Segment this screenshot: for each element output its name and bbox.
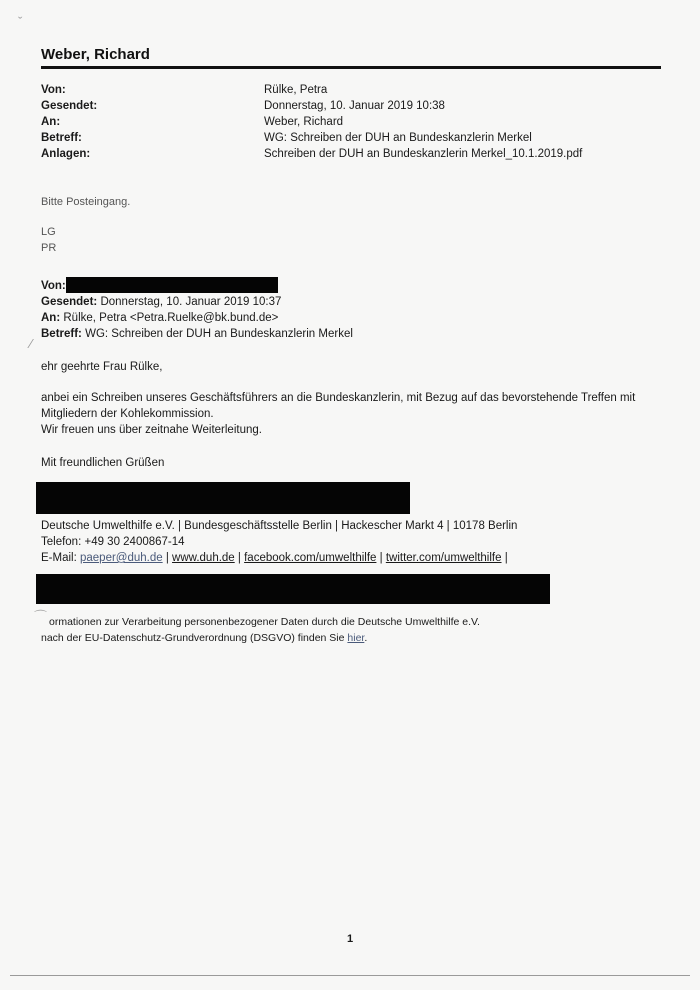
privacy-text: nach der EU-Datenschutz-Grundverordnung (DSGVO) finden Sie — [41, 632, 345, 644]
header-value-betreff: WG: Schreiben der DUH an Bundeskanzlerin Merkel — [264, 132, 532, 144]
forwarded-label-an: An: — [41, 312, 61, 324]
privacy-link[interactable]: hier — [347, 632, 365, 644]
forwarded-gesendet-line — [41, 294, 281, 310]
body-line-1: anbei ein Schreiben unseres Geschäftsführers an die Bundeskanzlerin, mit Bezug auf das bevorstehende Treffen mit — [41, 392, 636, 404]
sign-initials-2: PR — [41, 242, 57, 254]
sign-initials-1: LG — [41, 226, 56, 238]
forwarded-value-an: Rülke, Petra <Petra.Ruelke@bk.bund.de> — [63, 312, 279, 324]
header-label-betreff: Betreff: — [41, 132, 82, 144]
separator: | — [379, 552, 383, 564]
forwarded-label-von: Von: — [41, 280, 66, 292]
redaction-bar — [66, 277, 278, 293]
redaction-bar — [36, 482, 410, 514]
header-value-von: Rülke, Petra — [264, 84, 328, 96]
signature-email-label: E-Mail: — [41, 552, 77, 564]
page-number: 1 — [346, 933, 354, 945]
privacy-period: . — [364, 632, 368, 644]
email-link[interactable]: paeper@duh.de — [79, 552, 163, 564]
forwarded-value-betreff: WG: Schreiben der DUH an Bundeskanzlerin Merkel — [85, 328, 353, 340]
redaction-bar — [36, 574, 550, 604]
signature-contact-line — [41, 550, 508, 566]
header-value-an: Weber, Richard — [264, 116, 344, 128]
header-value-gesendet: Donnerstag, 10. Januar 2019 10:38 — [264, 100, 445, 112]
separator: | — [165, 552, 169, 564]
scan-artifact: ⌒ — [34, 609, 48, 624]
body-line-3: Wir freuen uns über zeitnahe Weiterleitung. — [41, 424, 262, 436]
title-rule — [41, 66, 661, 69]
signature-phone: Telefon: +49 30 2400867-14 — [41, 536, 185, 548]
separator: | — [237, 552, 241, 564]
header-label-anlagen: Anlagen: — [41, 148, 91, 160]
forwarded-an-line — [41, 310, 278, 326]
header-label-an: An: — [41, 116, 61, 128]
forward-note: Bitte Posteingang. — [41, 196, 131, 208]
salutation: ehr geehrte Frau Rülke, — [41, 361, 163, 373]
closing: Mit freundlichen Grüßen — [41, 457, 165, 469]
forwarded-betreff-line — [41, 326, 353, 342]
forwarded-label-betreff: Betreff: — [41, 328, 82, 340]
header-value-anlagen: Schreiben der DUH an Bundeskanzlerin Merkel_10.1.2019.pdf — [264, 148, 583, 160]
separator: | — [504, 552, 508, 564]
privacy-line-2 — [41, 630, 367, 646]
header-label-von: Von: — [41, 84, 66, 96]
twitter-link[interactable]: twitter.com/umwelthilfe — [385, 552, 502, 564]
mailbox-owner-name: Weber, Richard — [41, 46, 150, 63]
scan-edge-line — [10, 975, 690, 976]
forwarded-value-gesendet: Donnerstag, 10. Januar 2019 10:37 — [100, 296, 282, 308]
website-link[interactable]: www.duh.de — [172, 552, 235, 564]
scan-speck: ˇ — [18, 14, 23, 29]
signature-organisation: Deutsche Umwelthilfe e.V. | Bundesgeschäftsstelle Berlin | Hackescher Markt 4 | 10178 Berlin — [41, 520, 518, 532]
privacy-line-1: ormationen zur Verarbeitung personenbezogener Daten durch die Deutsche Umwelthilfe e.V. — [49, 616, 480, 628]
scan-artifact: ⁄ — [30, 336, 33, 351]
facebook-link[interactable]: facebook.com/umwelthilfe — [244, 552, 377, 564]
body-line-2: Mitgliedern der Kohlekommission. — [41, 408, 214, 420]
forwarded-label-gesendet: Gesendet: — [41, 296, 98, 308]
header-label-gesendet: Gesendet: — [41, 100, 98, 112]
